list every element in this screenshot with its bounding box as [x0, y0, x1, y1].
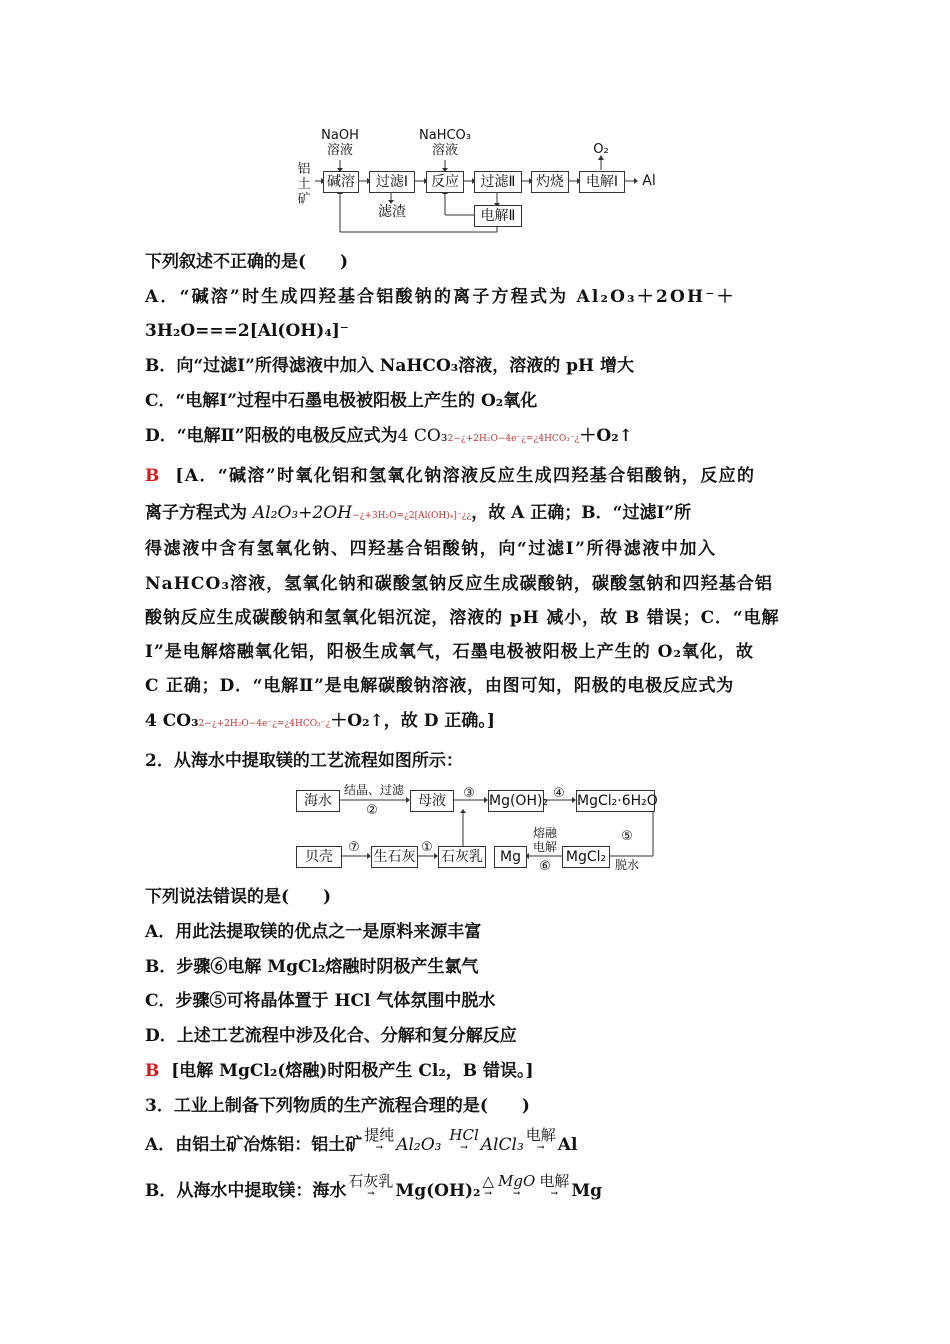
q3-a-step-hcl: HCl →: [449, 1126, 479, 1153]
q1-explanation-line5: 酸钠反应生成碳酸钠和氢氧化铝沉淀，溶液的 pH 减小，故 B 错误；C．“电解: [145, 608, 780, 628]
naoh-solution-label: NaOH 溶液: [321, 128, 359, 158]
aluminium-product-label: Al: [642, 173, 656, 189]
q1-explanation-line4: NaHCO₃溶液，氢氧化钠和碳酸氢钠反应生成碳酸钠，碳酸氢钠和四羟基合铝: [145, 574, 773, 594]
crystallize-filter-label: 结晶、过滤: [343, 783, 404, 797]
residue-label: 滤渣: [378, 204, 406, 220]
seawater-box: 海水: [296, 790, 340, 812]
molten-label: 熔融: [532, 826, 557, 840]
q1-explanation-line3: 得滤液中含有氢氧化钠、四羟基合铝酸钠，向“过滤Ⅰ”所得滤液中加入: [145, 539, 717, 559]
q3-b-step-electrolysis: 电解 →: [539, 1172, 570, 1199]
magnesium-chloride-hydrate-box: MgCl₂·6H₂O: [576, 790, 655, 812]
step-3-label: ③: [463, 786, 475, 801]
q3-title: 3．工业上制备下列物质的生产流程合理的是( ): [145, 1096, 530, 1116]
shell-box: 贝壳: [296, 846, 342, 868]
filter-one-box: 过滤Ⅰ: [369, 171, 415, 193]
q2-stem: 下列说法错误的是( ): [145, 887, 332, 907]
q1-explanation-line7: C 正确；D．“电解Ⅱ”是电解碳酸钠溶液，由图可知，阳极的电极反应式为: [145, 676, 735, 696]
q1-option-b: B．向“过滤Ⅰ”所得滤液中加入 NaHCO₃溶液，溶液的 pH 增大: [145, 356, 634, 376]
q2-explanation: B [电解 MgCl₂(熔融)时阳极产生 Cl₂，B 错误。]: [145, 1061, 534, 1081]
bauxite-label: 铝 土 矿: [297, 162, 311, 207]
q1-explanation-line6: Ⅰ”是电解熔融氧化铝，阳极生成氧气，石墨电极被阳极上产生的 O₂氧化，故: [145, 642, 754, 662]
q1-explanation-line2: 离子方程式为 Al₂O₃+2OH−¿+3H₂O=¿2[Al(OH)₄]⁻¿¿，故 A 正确；B．“过滤Ⅰ”所: [145, 503, 692, 523]
q3-b-step-mgo: MgO →: [498, 1172, 536, 1199]
electrolysis-one-box: 电解Ⅰ: [579, 171, 625, 193]
step-6-label: ⑥: [539, 859, 551, 874]
reaction-box: 反应: [426, 171, 464, 193]
q1-option-a-line1: A．“碱溶”时生成四羟基合铝酸钠的离子方程式为 Al₂O₃＋2OH⁻＋: [145, 287, 736, 307]
q3-option-b: B．从海水中提取镁：海水 石灰乳 → Mg(OH)₂ △ → MgO → 电解 → Mg: [145, 1172, 603, 1201]
filter-two-box: 过滤Ⅱ: [474, 171, 522, 193]
oxygen-label: O₂: [593, 142, 609, 157]
electrolysis-two-box: 电解Ⅱ: [474, 205, 522, 227]
q3-b-step-lime-milk: 石灰乳 →: [348, 1172, 394, 1199]
q2-title: 2．从海水中提取镁的工艺流程如图所示：: [145, 751, 463, 771]
q3-b-step-heat: △ →: [482, 1172, 495, 1199]
alkali-dissolve-box: 碱溶: [323, 171, 359, 193]
step-1-label: ①: [421, 840, 433, 855]
lime-milk-box: 石灰乳: [438, 846, 486, 868]
magnesium-chloride-box: MgCl₂: [562, 846, 610, 868]
quicklime-box: 生石灰: [371, 846, 418, 868]
step-4-label: ④: [553, 786, 565, 801]
nahco3-solution-label: NaHCO₃ 溶液: [419, 128, 471, 158]
magnesium-hydroxide-box: Mg(OH)₂: [488, 790, 544, 812]
mother-liquor-box: 母液: [410, 790, 454, 812]
q2-option-a: A．用此法提取镁的优点之一是原料来源丰富: [145, 922, 482, 942]
q1-stem: 下列叙述不正确的是( ): [145, 252, 349, 272]
q1-answer: B: [145, 466, 161, 486]
q1-option-c: C．“电解Ⅰ”过程中石墨电极被阳极上产生的 O₂氧化: [145, 391, 538, 411]
q2-option-c: C．步骤⑤可将晶体置于 HCl 气体氛围中脱水: [145, 991, 496, 1011]
q1-explanation-line1: B [A．“碱溶”时氧化铝和氢氧化钠溶液反应生成四羟基合铝酸钠，反应的: [145, 466, 756, 486]
step-7-label: ⑦: [348, 840, 360, 855]
q1-explanation-line8: 4 CO₃2−¿+2H₂O−4e⁻¿=¿4HCO₃⁻¿＋O₂↑，故 D 正确。]: [145, 711, 495, 731]
electrolysis-label: 电解: [532, 840, 557, 854]
step-2-label: ②: [366, 803, 378, 818]
q2-option-d: D．上述工艺流程中涉及化合、分解和复分解反应: [145, 1026, 517, 1046]
q3-option-a: A．由铝土矿冶炼铝：铝土矿 提纯 → Al₂O₃ HCl → AlCl₃ 电解 → Al: [145, 1126, 578, 1155]
q2-option-b: B．步骤⑥电解 MgCl₂熔融时阴极产生氯气: [145, 957, 479, 977]
calcine-box: 灼烧: [531, 171, 569, 193]
q2-answer: B: [145, 1061, 160, 1081]
magnesium-box: Mg: [494, 846, 527, 868]
dehydrate-label: 脱水: [614, 858, 639, 872]
q1-option-d: D．“电解Ⅱ”阳极的电极反应式为4 CO₃2−¿+2H₂O−4e⁻¿=¿4HCO₃⁻¿＋O₂↑: [145, 426, 633, 446]
q3-a-step-purify: 提纯 →: [364, 1126, 395, 1153]
q3-a-step-electrolysis: 电解 →: [525, 1126, 556, 1153]
q1-option-a-line2: 3H₂O===2[Al(OH)₄]⁻: [145, 321, 349, 341]
step-5-label: ⑤: [621, 829, 633, 844]
